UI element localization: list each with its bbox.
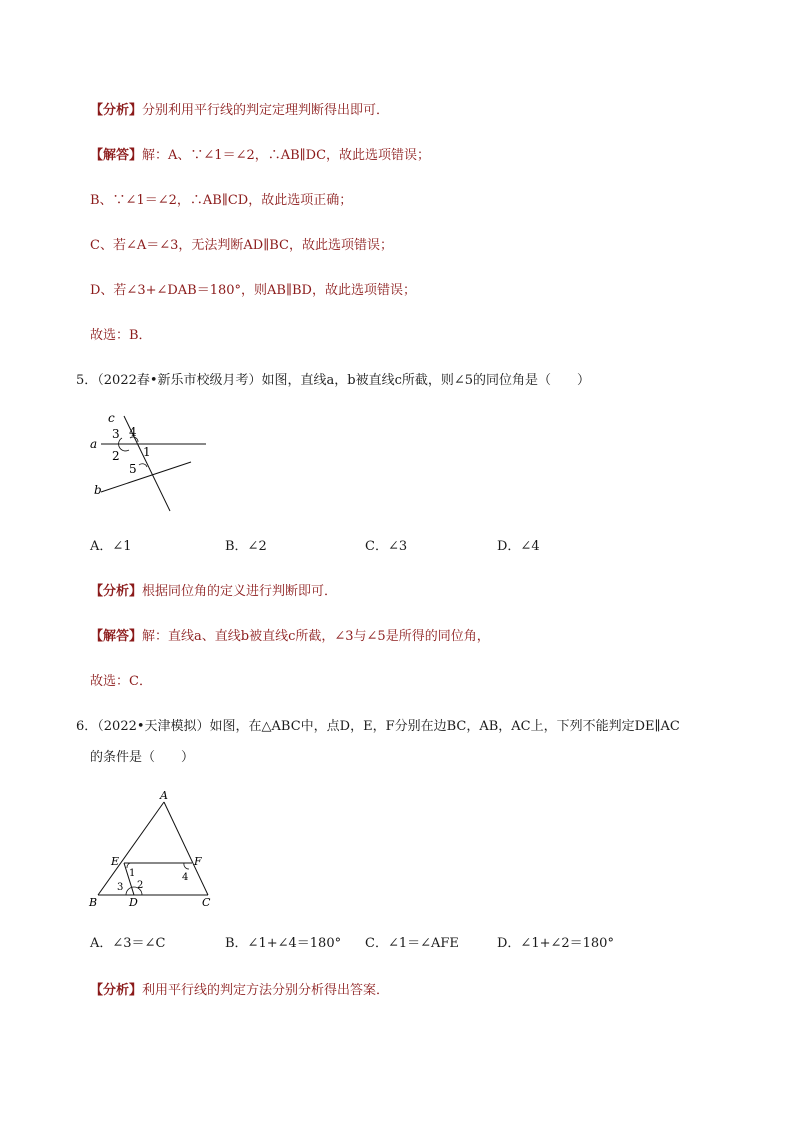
label-3: 3 — [117, 882, 124, 893]
label-B: B — [89, 896, 98, 909]
label-4: 4 — [129, 425, 137, 439]
q4-analysis-line — [90, 102, 389, 120]
q6-option-c: C．∠1＝∠AFE — [365, 936, 459, 951]
label-3: 3 — [112, 427, 120, 441]
label-5: 5 — [129, 462, 137, 476]
q4-answer-c: C、若∠A＝∠3，无法判断AD∥BC，故此选项错误； — [90, 238, 393, 253]
q6-analysis-text: 利用平行线的判定方法分别分析得出答案． — [142, 983, 390, 998]
q4-answer-d: D、若∠3+∠DAB＝180°，则AB∥BD，故此选项错误； — [90, 283, 416, 298]
label-D: D — [129, 896, 138, 909]
label-A: A — [160, 790, 168, 802]
analysis-tag: 【分析】 — [90, 983, 143, 998]
label-2: 2 — [112, 449, 120, 463]
label-C: C — [202, 896, 211, 909]
q6-analysis-line — [90, 982, 389, 1000]
answer-tag: 【解答】 — [90, 629, 143, 644]
q5-analysis-line — [90, 583, 337, 601]
label-F: F — [194, 855, 202, 868]
line-b — [101, 462, 191, 492]
label-E: E — [111, 855, 120, 868]
analysis-tag: 【分析】 — [90, 103, 143, 118]
q5-choice: 故选：C． — [90, 674, 152, 689]
q5-analysis-text: 根据同位角的定义进行判断即可． — [142, 584, 338, 599]
q4-answer-b: B、∵∠1＝∠2，∴AB∥CD，故此选项正确； — [90, 193, 353, 208]
q5-option-a: A．∠1 — [90, 539, 132, 554]
q4-analysis-text: 分别利用平行线的判定定理判断得出即可． — [142, 103, 390, 118]
q5-option-d: D．∠4 — [497, 539, 540, 554]
q5-answer-text: 解：直线a、直线b被直线c所截，∠3与∠5是所得的同位角， — [142, 629, 490, 644]
q4-answer-line — [90, 147, 430, 165]
q6-figure — [86, 790, 221, 910]
q4-answer-a: 解：A、∵∠1＝∠2，∴AB∥DC，故此选项错误； — [142, 148, 431, 163]
answer-tag: 【解答】 — [90, 148, 143, 163]
label-b: b — [94, 483, 102, 497]
label-4: 4 — [182, 872, 189, 883]
q6-option-a: A．∠3＝∠C — [90, 936, 166, 951]
angle-arc-4 — [184, 863, 189, 869]
label-1: 1 — [143, 445, 151, 459]
q5-answer-line — [90, 628, 490, 646]
q6-option-b: B．∠1+∠4＝180° — [225, 936, 342, 951]
q6-stem-line2: 的条件是（ ） — [90, 750, 195, 765]
q5-figure — [86, 408, 216, 518]
q5-option-b: B．∠2 — [225, 539, 267, 554]
side-ab — [98, 802, 164, 895]
q6-stem-line1: 6．（2022•天津模拟）如图，在△ABC中，点D，E，F分别在边BC，AB，AC上，下列不能判定DE∥AC — [76, 719, 680, 734]
label-1: 1 — [129, 868, 136, 879]
q6-option-d: D．∠1+∠2＝180° — [497, 936, 614, 951]
analysis-tag: 【分析】 — [90, 584, 143, 599]
q5-option-c: C．∠3 — [365, 539, 408, 554]
label-a: a — [90, 437, 98, 451]
q5-stem: 5．（2022春•新乐市校级月考）如图，直线a，b被直线c所截，则∠5的同位角是（ ） — [76, 373, 591, 388]
label-2: 2 — [137, 880, 144, 891]
q4-choice: 故选：B． — [90, 328, 152, 343]
angle-arc-5 — [139, 464, 147, 467]
label-c: c — [108, 411, 115, 425]
